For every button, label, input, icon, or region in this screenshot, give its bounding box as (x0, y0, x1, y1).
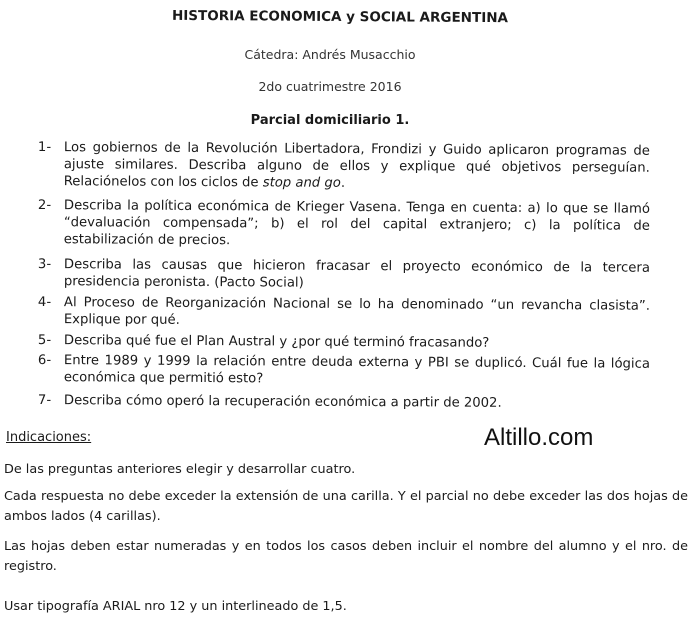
indicaciones-heading: Indicaciones: (6, 430, 92, 445)
question-text: Los gobiernos de la Revolución Libertadora, Frondizi y Guido aplicaron programas de ajuste similares. Describa alguno de ellos y explique qué objetivos perseguían. Relaciónelos con los ciclos de stop and go. (63, 140, 650, 191)
question-item (37, 139, 650, 191)
instruction-paragraph: Cada respuesta no debe exceder la extensión de una carilla. Y el parcial no debe exceder las dos hojas de ambos lados (4 carillas). (4, 489, 688, 524)
question-number: 6- (37, 352, 52, 369)
question-item (37, 294, 650, 328)
instruction-paragraph: Usar tipografía ARIAL nro 12 y un interlineado de 1,5. (4, 599, 347, 614)
emphasis-text: stop and go (262, 175, 341, 191)
altillo-logo: Altillo.com (484, 424, 594, 451)
question-number: 7- (37, 392, 52, 409)
question-number: 5- (37, 332, 52, 349)
question-item (37, 256, 650, 291)
instruction-paragraph: De las preguntas anteriores elegir y desarrollar cuatro. (4, 462, 356, 477)
question-number: 2- (37, 197, 52, 214)
question-text: Al Proceso de Reorganización Nacional se lo ha denominado “un revancha clasista”. Explique por qué. (63, 295, 650, 328)
question-number: 1- (37, 139, 52, 156)
instruction-paragraph: Las hojas deben estar numeradas y en todos los casos deben incluir el nombre del alumno y el nro. de registro. (4, 539, 688, 574)
exam-title: Parcial domiciliario 1. (250, 113, 410, 128)
question-item (37, 392, 650, 411)
question-item (37, 197, 650, 249)
question-number: 4- (37, 294, 52, 311)
course-title: HISTORIA ECONOMICA y SOCIAL ARGENTINA (171, 7, 509, 27)
question-text: Describa cómo operó la recuperación económica a partir de 2002. (63, 393, 502, 411)
question-item (37, 332, 650, 351)
question-text: Describa las causas que hicieron fracasar el proyecto económico de la tercera presidencia peronista. (Pacto Social) (63, 257, 650, 291)
question-number: 3- (37, 256, 52, 273)
question-text: Describa la política económica de Krieger Vasena. Tenga en cuenta: a) lo que se llamó “devaluación compensada”; b) el rol del capital extranjero; c) la política de estabilización de precios. (63, 198, 650, 249)
period-line: 2do cuatrimestre 2016 (258, 79, 402, 94)
catedra-line: Cátedra: Andrés Musacchio (244, 47, 416, 62)
question-text: Describa qué fue el Plan Austral y ¿por qué terminó fracasando? (63, 333, 490, 351)
question-item (37, 352, 650, 387)
question-text: Entre 1989 y 1999 la relación entre deuda externa y PBI se duplicó. Cuál fue la lógica económica que permitió esto? (63, 353, 650, 387)
